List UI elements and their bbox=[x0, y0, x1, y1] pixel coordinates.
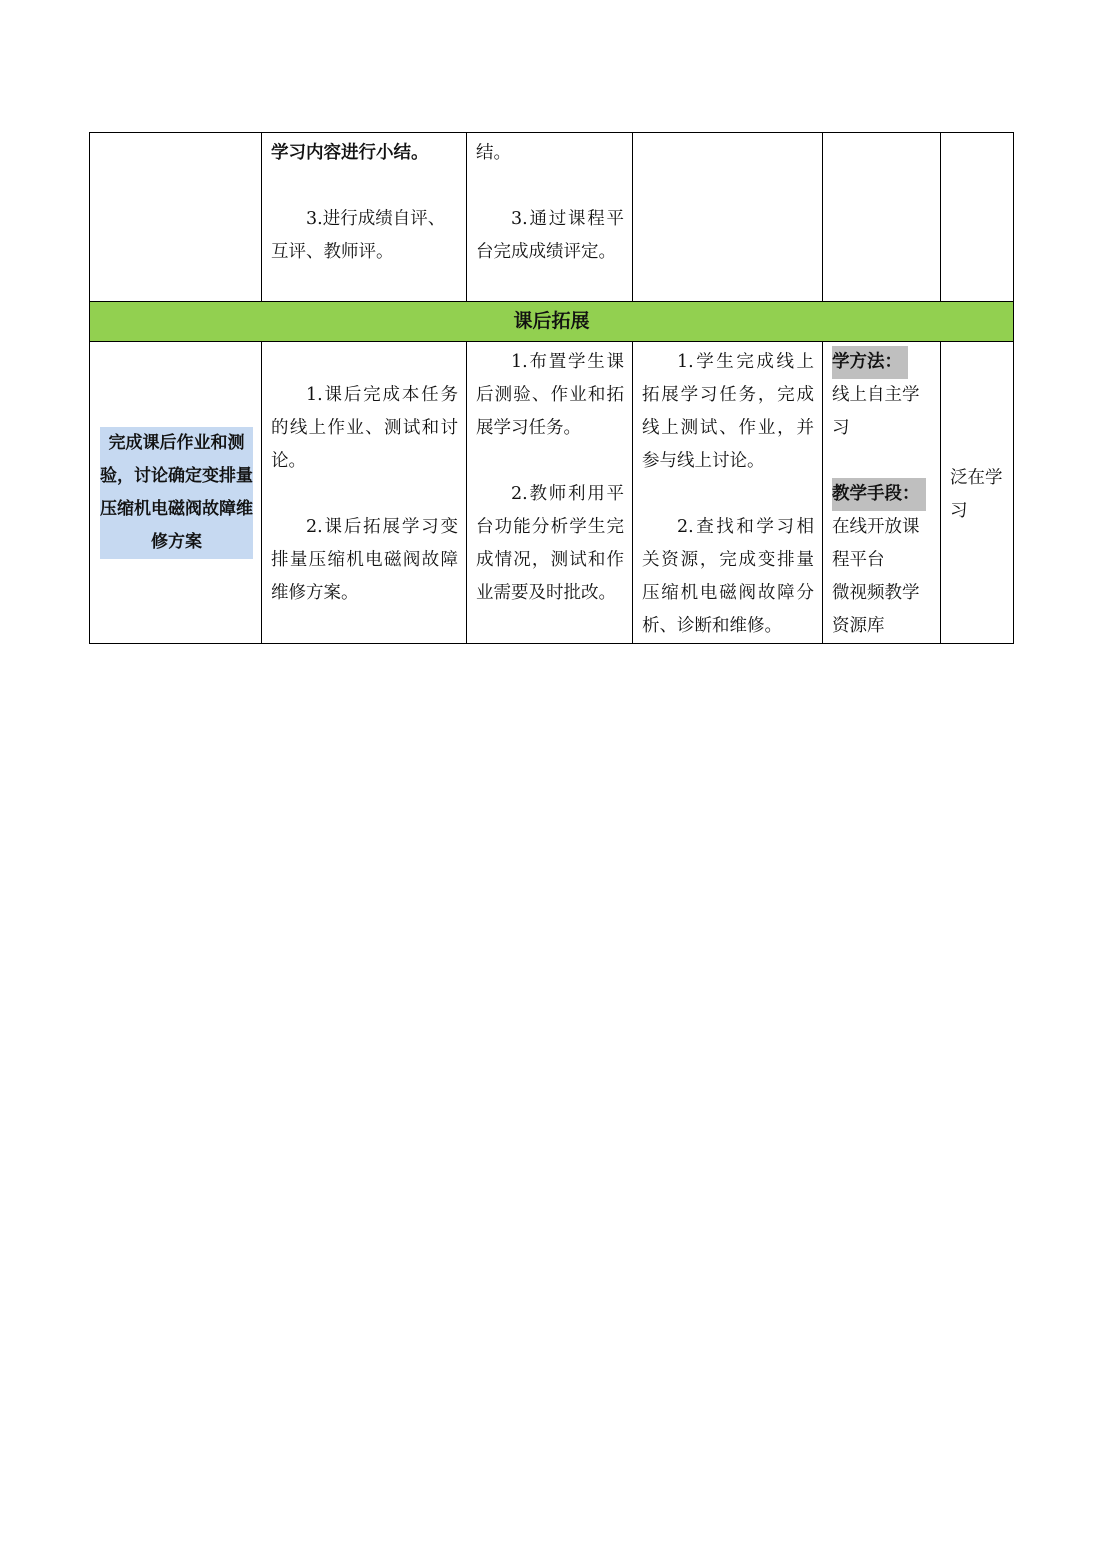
self-evaluation-text: 3.进行成绩自评、互评、教师评。 bbox=[271, 209, 446, 262]
learning-method-label: 学方法： bbox=[832, 346, 908, 379]
teaching-means-label: 教学手段： bbox=[832, 478, 926, 511]
student-item-2: 2.课后拓展学习变排量压缩机电磁阀故障维修方案。 bbox=[271, 517, 458, 603]
learning-mode-cell bbox=[941, 342, 1014, 644]
learning-mode-text: 泛在学习 bbox=[950, 467, 1003, 521]
task-cell-empty bbox=[90, 133, 262, 302]
methods-cell bbox=[823, 342, 941, 644]
teaching-means-value-2: 微视频教学资源库 bbox=[832, 583, 920, 636]
student-activity-cell bbox=[262, 133, 467, 302]
table-row bbox=[90, 133, 1014, 302]
grade-evaluation-text: 3.通过课程平台完成成绩评定。 bbox=[476, 209, 624, 262]
methods-cell-empty bbox=[823, 133, 941, 302]
section-header-row bbox=[90, 302, 1014, 342]
task-text: 完成课后作业和测验，讨论确定变排量压缩机电磁阀故障维修方案 bbox=[100, 427, 253, 559]
activity-item-2: 2.查找和学习相关资源，完成变排量压缩机电磁阀故障分析、诊断和维修。 bbox=[642, 517, 814, 636]
learning-method-value: 线上自主学习 bbox=[832, 385, 920, 438]
summary-text: 学习内容进行小结。 bbox=[271, 143, 429, 163]
mode-cell-empty bbox=[941, 133, 1014, 302]
table-row bbox=[90, 342, 1014, 644]
teacher-activity-cell bbox=[467, 342, 633, 644]
learning-activity-cell bbox=[633, 342, 823, 644]
lesson-plan-table bbox=[89, 132, 1014, 644]
activity-cell-empty bbox=[633, 133, 823, 302]
summary-end-text: 结。 bbox=[476, 143, 511, 163]
task-cell bbox=[90, 342, 262, 644]
student-activity-cell bbox=[262, 342, 467, 644]
teacher-activity-cell bbox=[467, 133, 633, 302]
student-item-1: 1.课后完成本任务的线上作业、测试和讨论。 bbox=[271, 385, 458, 471]
activity-item-1: 1.学生完成线上拓展学习任务，完成线上测试、作业，并参与线上讨论。 bbox=[642, 352, 814, 471]
teacher-item-2: 2.教师利用平台功能分析学生完成情况，测试和作业需要及时批改。 bbox=[476, 484, 624, 603]
section-title: 课后拓展 bbox=[90, 302, 1014, 342]
teacher-item-1: 1.布置学生课后测验、作业和拓展学习任务。 bbox=[476, 352, 624, 438]
teaching-means-value-1: 在线开放课程平台 bbox=[832, 517, 920, 570]
